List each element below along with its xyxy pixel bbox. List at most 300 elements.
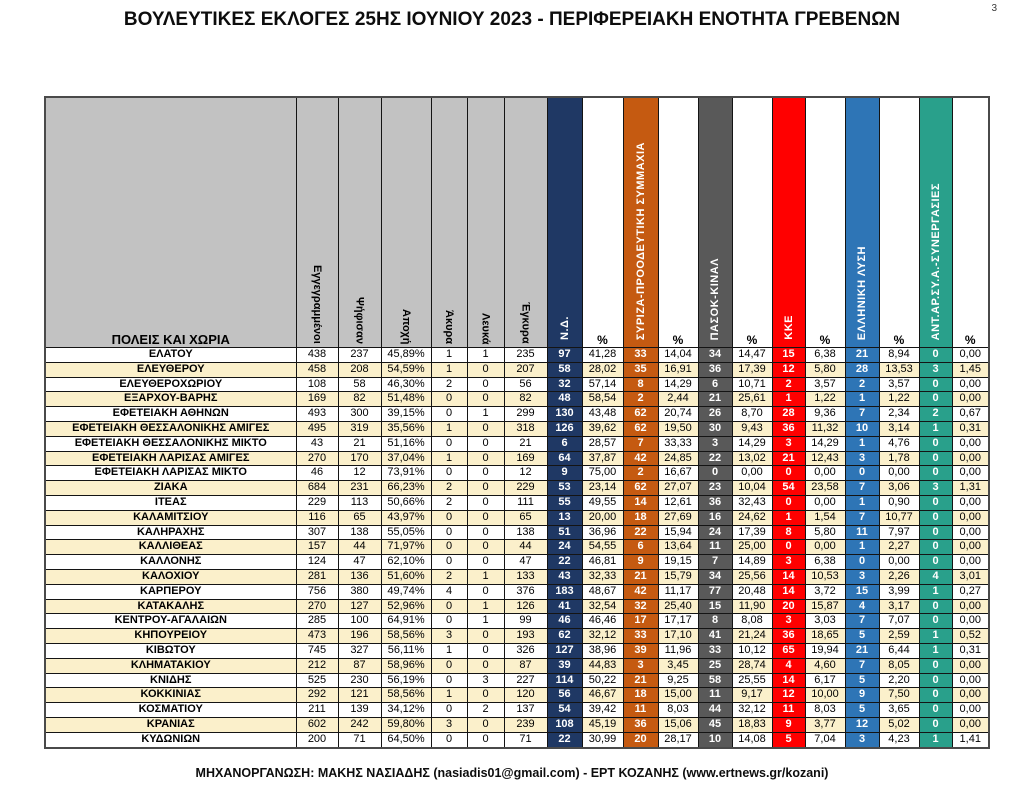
party-votes-cell: 0: [919, 703, 952, 718]
stat-column-label: Έγκυρα: [519, 302, 532, 344]
stat-cell: 2: [431, 569, 467, 584]
table-row: [45, 362, 989, 377]
party-votes-cell: 14: [623, 495, 658, 510]
stat-cell: 0: [431, 599, 467, 614]
party-votes-cell: 9: [623, 555, 658, 570]
party-votes-cell: 1: [845, 436, 879, 451]
party-percent-cell: 0,00: [952, 436, 989, 451]
stat-cell: 307: [296, 525, 338, 540]
party-votes-cell: 6: [698, 377, 732, 392]
party-percent-cell: 14,47: [732, 348, 772, 363]
party-percent-cell: 41,28: [582, 348, 623, 363]
stat-cell: 376: [504, 584, 547, 599]
party-votes-cell: 0: [919, 510, 952, 525]
party-percent-cell: 3,03: [805, 614, 845, 629]
stat-cell: 380: [338, 584, 381, 599]
party-votes-cell: 7: [845, 407, 879, 422]
party-votes-cell: 0: [772, 466, 805, 481]
place-cell: ΚΑΛΗΡΑΧΗΣ: [45, 525, 296, 540]
party-votes-cell: 1: [919, 629, 952, 644]
party-percent-cell: 9,43: [732, 421, 772, 436]
party-column-header: [845, 97, 879, 348]
party-votes-cell: 15: [698, 599, 732, 614]
party-votes-cell: 21: [845, 348, 879, 363]
stat-cell: 602: [296, 717, 338, 732]
stat-cell: 229: [296, 495, 338, 510]
party-votes-cell: 3: [698, 436, 732, 451]
stat-cell: 43: [296, 436, 338, 451]
stat-cell: 58,56%: [381, 688, 431, 703]
party-percent-cell: 1,31: [952, 481, 989, 496]
table-row: [45, 466, 989, 481]
stat-cell: 292: [296, 688, 338, 703]
party-votes-cell: 0: [919, 555, 952, 570]
place-cell: ΚΡΑΝΙΑΣ: [45, 717, 296, 732]
party-votes-cell: 0: [919, 392, 952, 407]
party-percent-cell: 2,59: [879, 629, 919, 644]
party-votes-cell: 2: [919, 407, 952, 422]
party-votes-cell: 36: [698, 495, 732, 510]
party-percent-cell: 46,46: [582, 614, 623, 629]
stat-cell: 1: [467, 569, 504, 584]
stat-cell: 1: [467, 348, 504, 363]
party-percent-cell: 0,31: [952, 421, 989, 436]
stat-cell: 52,96%: [381, 599, 431, 614]
party-votes-cell: 51: [547, 525, 582, 540]
stat-cell: 0: [431, 673, 467, 688]
party-votes-cell: 3: [845, 732, 879, 747]
stat-cell: 300: [338, 407, 381, 422]
stat-column-header: [296, 97, 338, 348]
party-votes-cell: 56: [547, 688, 582, 703]
stat-cell: 756: [296, 584, 338, 599]
party-percent-cell: 0,00: [952, 658, 989, 673]
stat-cell: 56,11%: [381, 643, 431, 658]
party-votes-cell: 32: [623, 599, 658, 614]
party-percent-cell: 20,00: [582, 510, 623, 525]
party-votes-cell: 3: [772, 555, 805, 570]
stat-cell: 58,96%: [381, 658, 431, 673]
stat-cell: 121: [338, 688, 381, 703]
party-percent-cell: 0,00: [952, 688, 989, 703]
stat-cell: 0: [467, 688, 504, 703]
party-votes-cell: 0: [919, 688, 952, 703]
party-votes-cell: 126: [547, 421, 582, 436]
party-percent-cell: 27,07: [658, 481, 698, 496]
party-percent-cell: 9,36: [805, 407, 845, 422]
table-row: [45, 569, 989, 584]
party-percent-cell: 0,00: [952, 540, 989, 555]
party-votes-cell: 34: [698, 348, 732, 363]
party-votes-cell: 36: [623, 717, 658, 732]
party-votes-cell: 22: [698, 451, 732, 466]
stat-cell: 473: [296, 629, 338, 644]
party-votes-cell: 14: [772, 569, 805, 584]
party-percent-cell: 33,33: [658, 436, 698, 451]
party-votes-cell: 12: [845, 717, 879, 732]
party-percent-cell: 14,29: [658, 377, 698, 392]
stat-column-label: Αποχή: [400, 308, 412, 344]
party-percent-cell: 1,54: [805, 510, 845, 525]
party-votes-cell: 0: [919, 614, 952, 629]
party-percent-cell: 7,97: [879, 525, 919, 540]
party-votes-cell: 7: [845, 614, 879, 629]
place-cell: ΚΑΛΛΟΝΗΣ: [45, 555, 296, 570]
party-percent-cell: 0,52: [952, 629, 989, 644]
party-percent-cell: 28,74: [732, 658, 772, 673]
stat-cell: 299: [504, 407, 547, 422]
stat-cell: 0: [431, 466, 467, 481]
election-results-table: [44, 96, 990, 749]
stat-cell: 99: [504, 614, 547, 629]
table-row: [45, 510, 989, 525]
stat-cell: 1: [431, 688, 467, 703]
place-cell: ΕΛΕΥΘΕΡΟΧΩΡΙΟΥ: [45, 377, 296, 392]
party-percent-cell: 45,19: [582, 717, 623, 732]
party-percent-cell: 2,34: [879, 407, 919, 422]
party-percent-cell: 0,31: [952, 643, 989, 658]
party-percent-cell: 30,99: [582, 732, 623, 747]
party-votes-cell: 77: [698, 584, 732, 599]
stat-cell: 438: [296, 348, 338, 363]
party-votes-cell: 22: [547, 555, 582, 570]
party-votes-cell: 3: [845, 451, 879, 466]
party-votes-cell: 58: [547, 362, 582, 377]
party-percent-cell: 24,85: [658, 451, 698, 466]
stat-cell: 270: [296, 599, 338, 614]
stat-cell: 2: [431, 377, 467, 392]
place-cell: ΕΞΑΡΧΟΥ-ΒΑΡΗΣ: [45, 392, 296, 407]
stat-column-label: Λευκά: [479, 312, 492, 344]
party-percent-cell: 0,00: [952, 451, 989, 466]
party-votes-cell: 41: [547, 599, 582, 614]
stat-cell: 0: [467, 658, 504, 673]
party-percent-cell: 0,90: [879, 495, 919, 510]
table-row: [45, 599, 989, 614]
party-percent-cell: 75,00: [582, 466, 623, 481]
party-votes-cell: 0: [772, 540, 805, 555]
percent-column-header: %: [952, 97, 989, 348]
place-cell: ΚΟΚΚΙΝΙΑΣ: [45, 688, 296, 703]
party-percent-cell: 4,60: [805, 658, 845, 673]
table-row: [45, 673, 989, 688]
stat-cell: 59,80%: [381, 717, 431, 732]
stat-cell: 139: [338, 703, 381, 718]
place-cell: ΕΦΕΤΕΙΑΚΗ ΛΑΡΙΣΑΣ ΜΙΚΤΟ: [45, 466, 296, 481]
percent-column-header: %: [732, 97, 772, 348]
party-votes-cell: 39: [547, 658, 582, 673]
party-votes-cell: 24: [547, 540, 582, 555]
party-votes-cell: 0: [845, 466, 879, 481]
party-percent-cell: 0,00: [952, 673, 989, 688]
table-row: [45, 703, 989, 718]
stat-cell: 0: [431, 614, 467, 629]
stat-cell: 0: [467, 629, 504, 644]
party-votes-cell: 36: [772, 629, 805, 644]
party-votes-cell: 2: [623, 392, 658, 407]
party-column-label: ΕΛΛΗΝΙΚΗ ΛΥΣΗ: [856, 245, 868, 340]
party-votes-cell: 114: [547, 673, 582, 688]
place-cell: ΕΛΑΤΟΥ: [45, 348, 296, 363]
stat-cell: 327: [338, 643, 381, 658]
party-votes-cell: 16: [698, 510, 732, 525]
party-percent-cell: 32,33: [582, 569, 623, 584]
party-votes-cell: 11: [698, 540, 732, 555]
party-votes-cell: 1: [772, 510, 805, 525]
party-percent-cell: 15,94: [658, 525, 698, 540]
party-percent-cell: 44,83: [582, 658, 623, 673]
party-percent-cell: 28,17: [658, 732, 698, 747]
party-votes-cell: 36: [772, 421, 805, 436]
stat-cell: 116: [296, 510, 338, 525]
place-cell: ΖΙΑΚΑ: [45, 481, 296, 496]
party-percent-cell: 6,38: [805, 555, 845, 570]
party-percent-cell: 2,26: [879, 569, 919, 584]
stat-cell: 0: [467, 555, 504, 570]
party-percent-cell: 3,65: [879, 703, 919, 718]
party-votes-cell: 13: [547, 510, 582, 525]
stat-cell: 1: [431, 643, 467, 658]
stat-cell: 207: [504, 362, 547, 377]
party-percent-cell: 46,81: [582, 555, 623, 570]
party-percent-cell: 2,27: [879, 540, 919, 555]
party-votes-cell: 1: [919, 643, 952, 658]
stat-cell: 157: [296, 540, 338, 555]
party-percent-cell: 13,64: [658, 540, 698, 555]
place-cell: ΕΦΕΤΕΙΑΚΗ ΛΑΡΙΣΑΣ ΑΜΙΓΕΣ: [45, 451, 296, 466]
party-percent-cell: 0,00: [952, 525, 989, 540]
stat-cell: 229: [504, 481, 547, 496]
stat-cell: 169: [504, 451, 547, 466]
stat-cell: 3: [467, 673, 504, 688]
stat-cell: 281: [296, 569, 338, 584]
stat-cell: 0: [467, 481, 504, 496]
party-votes-cell: 14: [772, 584, 805, 599]
party-percent-cell: 2,20: [879, 673, 919, 688]
party-votes-cell: 10: [698, 732, 732, 747]
stat-cell: 12: [504, 466, 547, 481]
party-percent-cell: 17,10: [658, 629, 698, 644]
party-votes-cell: 30: [698, 421, 732, 436]
party-percent-cell: 28,57: [582, 436, 623, 451]
table-row: [45, 614, 989, 629]
stat-cell: 127: [338, 599, 381, 614]
stat-cell: 71,97%: [381, 540, 431, 555]
party-votes-cell: 9: [845, 688, 879, 703]
party-votes-cell: 11: [623, 703, 658, 718]
party-percent-cell: 25,00: [732, 540, 772, 555]
stat-cell: 64,50%: [381, 732, 431, 747]
party-votes-cell: 4: [845, 599, 879, 614]
party-percent-cell: 37,87: [582, 451, 623, 466]
party-votes-cell: 5: [845, 629, 879, 644]
stat-cell: 318: [504, 421, 547, 436]
stat-cell: 133: [504, 569, 547, 584]
percent-column-header: %: [805, 97, 845, 348]
party-votes-cell: 11: [845, 525, 879, 540]
stat-cell: 113: [338, 495, 381, 510]
party-column-label: ΣΥΡΙΖΑ-ΠΡΟΟΔΕΥΤΙΚΗ ΣΥΜΜΑΧΙΑ: [634, 141, 647, 340]
party-percent-cell: 11,90: [732, 599, 772, 614]
stat-cell: 231: [338, 481, 381, 496]
percent-column-header: %: [879, 97, 919, 348]
stat-cell: 56: [504, 377, 547, 392]
party-votes-cell: 3: [845, 569, 879, 584]
party-percent-cell: 19,50: [658, 421, 698, 436]
stat-cell: 0: [431, 392, 467, 407]
party-percent-cell: 49,55: [582, 495, 623, 510]
stat-cell: 0: [431, 703, 467, 718]
party-column-label: ΑΝΤ.ΑΡ.ΣΥ.Α.-ΣΥΝΕΡΓΑΣΙΕΣ: [929, 182, 942, 340]
party-percent-cell: 4,23: [879, 732, 919, 747]
party-votes-cell: 62: [547, 629, 582, 644]
stat-cell: 34,12%: [381, 703, 431, 718]
party-percent-cell: 10,53: [805, 569, 845, 584]
stat-cell: 138: [504, 525, 547, 540]
party-percent-cell: 7,04: [805, 732, 845, 747]
party-percent-cell: 3,17: [879, 599, 919, 614]
party-percent-cell: 28,02: [582, 362, 623, 377]
stat-cell: 56,19%: [381, 673, 431, 688]
party-percent-cell: 5,80: [805, 525, 845, 540]
stat-cell: 0: [467, 732, 504, 747]
stat-cell: 46: [296, 466, 338, 481]
place-cell: ΚΑΛΟΧΙΟΥ: [45, 569, 296, 584]
stat-cell: 0: [431, 525, 467, 540]
party-percent-cell: 1,45: [952, 362, 989, 377]
party-votes-cell: 7: [698, 555, 732, 570]
party-percent-cell: 11,17: [658, 584, 698, 599]
stat-cell: 239: [504, 717, 547, 732]
stat-cell: 58: [338, 377, 381, 392]
table-row: [45, 643, 989, 658]
party-percent-cell: 24,62: [732, 510, 772, 525]
party-percent-cell: 3,99: [879, 584, 919, 599]
party-votes-cell: 3: [772, 614, 805, 629]
party-percent-cell: 57,14: [582, 377, 623, 392]
stat-cell: 0: [431, 540, 467, 555]
party-votes-cell: 42: [623, 451, 658, 466]
party-percent-cell: 9,17: [732, 688, 772, 703]
stat-cell: 212: [296, 658, 338, 673]
party-percent-cell: 10,00: [805, 688, 845, 703]
party-percent-cell: 0,00: [805, 540, 845, 555]
party-percent-cell: 1,41: [952, 732, 989, 747]
stat-cell: 242: [338, 717, 381, 732]
party-percent-cell: 8,08: [732, 614, 772, 629]
party-percent-cell: 20,48: [732, 584, 772, 599]
party-votes-cell: 21: [623, 673, 658, 688]
party-column-header: [547, 97, 582, 348]
stat-cell: 1: [431, 362, 467, 377]
party-percent-cell: 16,91: [658, 362, 698, 377]
party-percent-cell: 18,65: [805, 629, 845, 644]
party-votes-cell: 127: [547, 643, 582, 658]
party-votes-cell: 36: [698, 362, 732, 377]
party-percent-cell: 3,72: [805, 584, 845, 599]
place-cell: ΚΙΒΩΤΟΥ: [45, 643, 296, 658]
party-votes-cell: 28: [845, 362, 879, 377]
party-votes-cell: 45: [698, 717, 732, 732]
stat-cell: 82: [504, 392, 547, 407]
stat-cell: 0: [467, 377, 504, 392]
stat-cell: 108: [296, 377, 338, 392]
party-percent-cell: 32,43: [732, 495, 772, 510]
stat-cell: 4: [431, 584, 467, 599]
party-percent-cell: 32,12: [582, 629, 623, 644]
table-row: [45, 392, 989, 407]
party-votes-cell: 24: [698, 525, 732, 540]
party-percent-cell: 7,50: [879, 688, 919, 703]
stat-column-label: Άκυρα: [443, 309, 455, 344]
stat-cell: 35,56%: [381, 421, 431, 436]
stat-cell: 0: [467, 436, 504, 451]
party-votes-cell: 20: [623, 732, 658, 747]
party-votes-cell: 0: [845, 555, 879, 570]
party-votes-cell: 18: [623, 510, 658, 525]
party-votes-cell: 0: [919, 717, 952, 732]
party-votes-cell: 41: [698, 629, 732, 644]
party-votes-cell: 9: [772, 717, 805, 732]
stat-cell: 1: [431, 421, 467, 436]
stat-cell: 137: [504, 703, 547, 718]
party-percent-cell: 5,02: [879, 717, 919, 732]
stat-cell: 58,56%: [381, 629, 431, 644]
percent-column-header: %: [582, 97, 623, 348]
party-percent-cell: 7,07: [879, 614, 919, 629]
stat-cell: 169: [296, 392, 338, 407]
header-row: [45, 97, 989, 348]
stat-cell: 0: [467, 540, 504, 555]
party-percent-cell: 13,02: [732, 451, 772, 466]
stat-cell: 47: [338, 555, 381, 570]
stat-cell: 73,91%: [381, 466, 431, 481]
stat-cell: 49,74%: [381, 584, 431, 599]
party-votes-cell: 39: [623, 643, 658, 658]
party-votes-cell: 0: [919, 377, 952, 392]
table-row: [45, 658, 989, 673]
party-votes-cell: 22: [547, 732, 582, 747]
stat-cell: 2: [431, 495, 467, 510]
party-votes-cell: 6: [623, 540, 658, 555]
stat-cell: 237: [338, 348, 381, 363]
stat-cell: 0: [467, 362, 504, 377]
place-cell: ΚΝΙΔΗΣ: [45, 673, 296, 688]
party-percent-cell: 15,87: [805, 599, 845, 614]
party-votes-cell: 62: [623, 421, 658, 436]
table-row: [45, 629, 989, 644]
party-percent-cell: 19,15: [658, 555, 698, 570]
stat-cell: 235: [504, 348, 547, 363]
party-votes-cell: 6: [547, 436, 582, 451]
party-percent-cell: 8,03: [658, 703, 698, 718]
stat-cell: 745: [296, 643, 338, 658]
party-percent-cell: 50,22: [582, 673, 623, 688]
party-percent-cell: 10,77: [879, 510, 919, 525]
party-percent-cell: 0,00: [732, 466, 772, 481]
party-percent-cell: 0,67: [952, 407, 989, 422]
party-votes-cell: 0: [919, 348, 952, 363]
stat-cell: 0: [467, 495, 504, 510]
stat-column-header: [504, 97, 547, 348]
stat-cell: 1: [467, 407, 504, 422]
party-percent-cell: 10,71: [732, 377, 772, 392]
stat-cell: 138: [338, 525, 381, 540]
party-percent-cell: 3,45: [658, 658, 698, 673]
stat-cell: 208: [338, 362, 381, 377]
table-row: [45, 451, 989, 466]
party-votes-cell: 4: [772, 658, 805, 673]
